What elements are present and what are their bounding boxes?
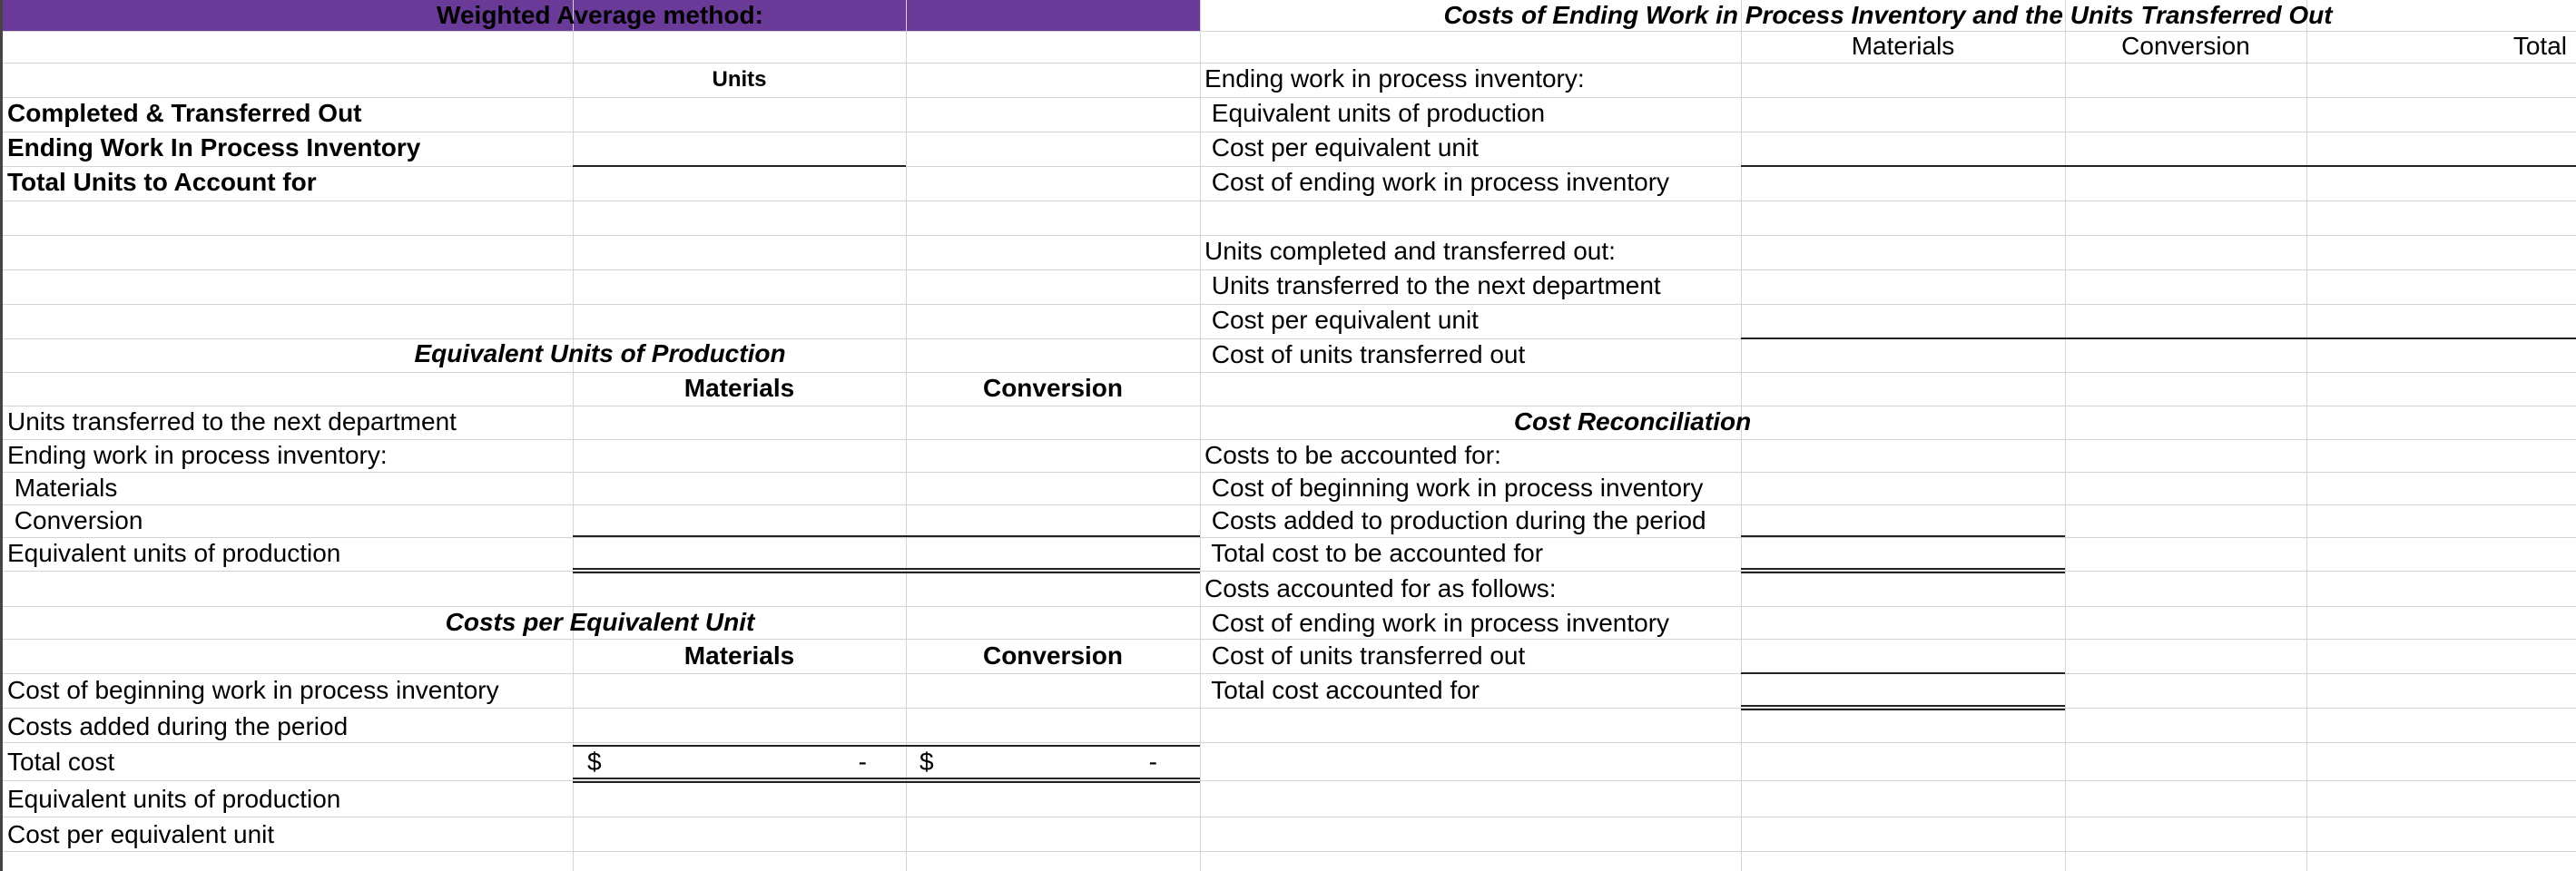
- row-label: Equivalent units of production: [7, 785, 341, 813]
- total-column-header: Total: [2512, 32, 2567, 60]
- reconciliation-subtotal-line: [1741, 535, 2065, 537]
- row-label: Costs added to production during the period: [1204, 506, 1706, 534]
- row-label: Cost of beginning work in process inventory: [1204, 474, 1704, 502]
- total-cost-top-line: [573, 745, 1200, 747]
- currency-symbol: $: [587, 748, 602, 776]
- accounted-double-line: [1741, 705, 2065, 710]
- materials-column-header: Materials: [1851, 32, 1955, 60]
- equiv-units-title: Equivalent Units of Production: [414, 339, 786, 367]
- row-label: Total cost accounted for: [1204, 676, 1480, 704]
- sheet-left-border: [0, 0, 3, 871]
- gridline: [0, 571, 2576, 572]
- ending-wip-subtotal-line: [1741, 165, 2576, 167]
- row-label: Cost per equivalent unit: [7, 820, 275, 848]
- section-header: Ending work in process inventory:: [1204, 64, 1585, 93]
- gridline: [0, 780, 2576, 781]
- gridline: [0, 851, 2576, 852]
- total-cost-conversion-value[interactable]: -: [1148, 748, 1157, 776]
- total-cost-materials-value[interactable]: -: [858, 748, 867, 776]
- row-label: Cost per equivalent unit: [1204, 133, 1479, 161]
- gridline: [2306, 0, 2307, 871]
- conversion-column-header: Conversion: [2121, 32, 2250, 60]
- row-label: Equivalent units of production: [1204, 99, 1546, 127]
- gridline: [0, 742, 2576, 743]
- row-label: Total Units to Account for: [7, 168, 317, 196]
- gridline: [0, 372, 2576, 373]
- equiv-units-double-line: [573, 568, 1200, 573]
- cost-reconciliation-title: Cost Reconciliation: [1513, 407, 1752, 436]
- gridline: [0, 708, 2576, 709]
- units-subtotal-line: [573, 165, 906, 167]
- row-label: Ending Work In Process Inventory: [7, 133, 421, 161]
- gridline: [573, 0, 574, 871]
- weighted-average-title: Weighted Average method:: [437, 1, 763, 29]
- section-header: Costs to be accounted for:: [1204, 441, 1501, 469]
- row-label: Total cost: [7, 748, 115, 776]
- row-label: Completed & Transferred Out: [7, 99, 362, 127]
- gridline: [906, 0, 907, 871]
- row-label: Units transferred to the next department: [7, 407, 457, 436]
- row-label: Total cost to be accounted for: [1204, 539, 1544, 567]
- row-label: Units transferred to the next department: [1204, 271, 1661, 299]
- costs-section-title: Costs of Ending Work in Process Inventory and the Units Transferred Out: [1443, 1, 2333, 29]
- row-label: Cost of ending work in process inventory: [1204, 168, 1670, 196]
- row-label: Cost of units transferred out: [1204, 641, 1526, 670]
- cost-per-unit-title: Costs per Equivalent Unit: [445, 608, 755, 636]
- currency-symbol: $: [919, 748, 934, 776]
- total-cost-double-line: [573, 778, 1200, 783]
- row-label: Equivalent units of production: [7, 539, 341, 567]
- materials-column-header: Materials: [683, 641, 795, 670]
- reconciliation-double-line: [1741, 568, 2065, 573]
- transferred-subtotal-line: [1741, 338, 2576, 339]
- accounted-subtotal-line: [1741, 672, 2065, 674]
- gridline: [2065, 0, 2066, 871]
- row-label: Ending work in process inventory:: [7, 441, 388, 469]
- section-header: Units completed and transferred out:: [1204, 237, 1616, 265]
- units-column-header: Units: [712, 67, 767, 92]
- row-label: Cost of units transferred out: [1204, 340, 1526, 368]
- row-label: Cost of ending work in process inventory: [1204, 609, 1670, 637]
- materials-column-header: Materials: [683, 374, 795, 402]
- equiv-units-subtotal-line: [573, 535, 1200, 537]
- row-label: Cost of beginning work in process inventory: [7, 676, 499, 704]
- row-label: Costs added during the period: [7, 712, 349, 740]
- row-label: Conversion: [7, 506, 143, 534]
- conversion-column-header: Conversion: [982, 641, 1124, 670]
- section-header: Costs accounted for as follows:: [1204, 574, 1557, 602]
- row-label: Cost per equivalent unit: [1204, 306, 1479, 334]
- conversion-column-header: Conversion: [982, 374, 1124, 402]
- row-label: Materials: [7, 474, 118, 502]
